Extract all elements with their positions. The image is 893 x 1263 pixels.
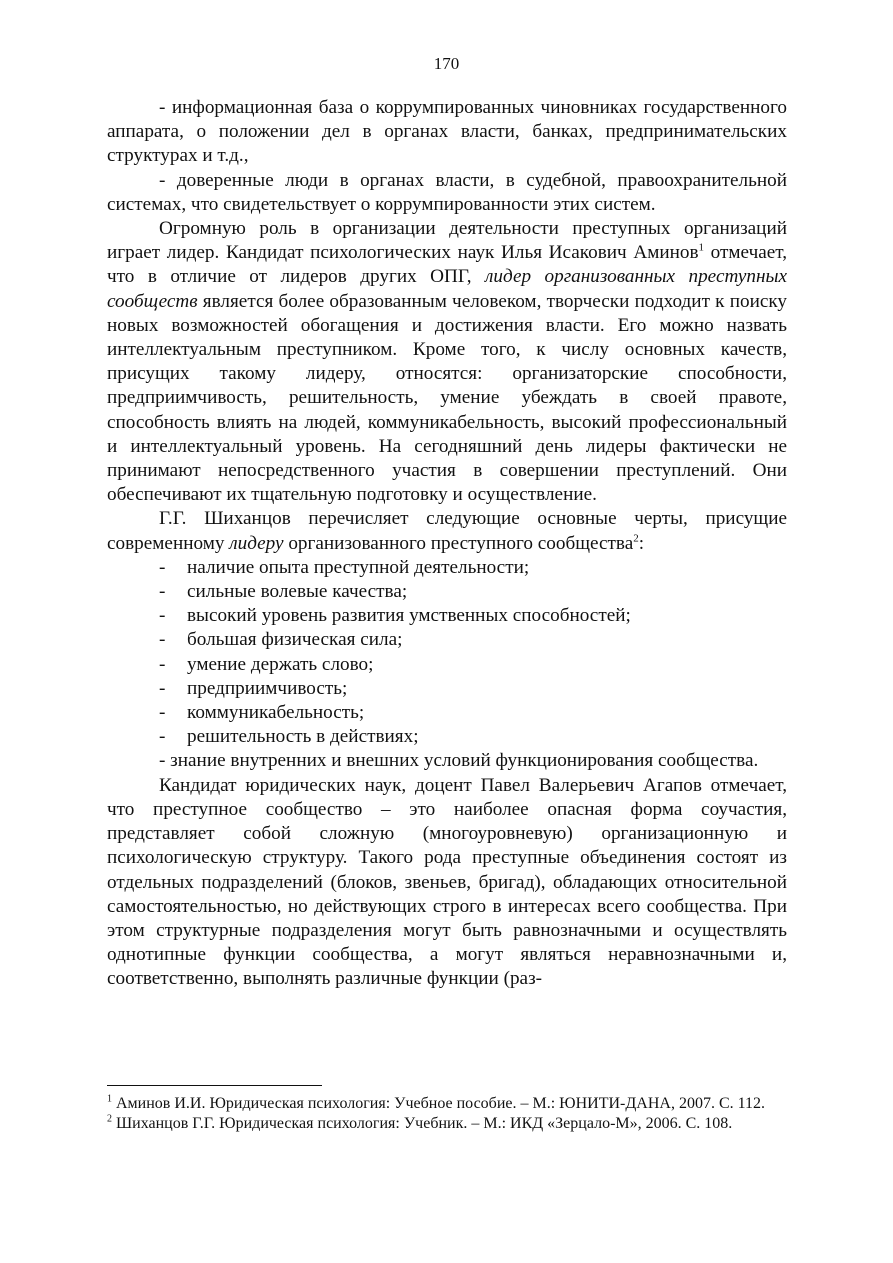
- trait-text: наличие опыта преступной деятельности;: [187, 556, 530, 578]
- bullet-item: - доверенные люди в органах власти, в судебной, правоохранительной системах, что свидетельствует о коррумпированности этих систем.: [107, 169, 787, 215]
- footnote-text: Аминов И.И. Юридическая психология: Учебное пособие. – М.: ЮНИТИ-ДАНА, 2007. С. 112.: [112, 1095, 766, 1112]
- paragraph-text: Г.Г. Шиханцов перечисляет следующие основные черты, присущие современному: [107, 508, 787, 554]
- main-text: [107, 96, 787, 992]
- trait-item: [107, 628, 787, 652]
- italic-text: лидер организованных преступных сообществ: [107, 266, 787, 312]
- dash: -: [159, 629, 166, 651]
- footnote-1: [107, 1094, 787, 1114]
- paragraph-agapov: Кандидат юридических наук, доцент Павел Валерьевич Агапов отмечает, что преступное сообщество – это наиболее опасная форма соучастия, представляет собой сложную (многоуровневую) организационную и психологическую структуру. Такого рода преступные объединения состоят из отдельных подразделений (блоков, звеньев, бригад), обладающих относительной самостоятельностью, но действующих строго в интересах всего сообщества. При этом структурные подразделения могут быть равнозначными и осуществлять однотипные функции сообщества, а могут являться неравнозначными и, соответственно, выполнять различные функции (раз-: [107, 774, 787, 990]
- trait-item: [107, 580, 787, 604]
- trait-text: решительность в действиях;: [187, 726, 419, 748]
- footnote-text: Шиханцов Г.Г. Юридическая психология: Учебник. – М.: ИКД «Зерцало-М», 2006. С. 108.: [112, 1115, 733, 1132]
- dash: -: [159, 556, 166, 578]
- paragraph-text: Огромную роль в организации деятельности преступных организаций играет лидер. Кандидат психологических наук Илья Исакович Аминов: [107, 218, 787, 264]
- paragraph-shikhantsov: [107, 507, 787, 555]
- trait-item: [107, 725, 787, 749]
- footnote-divider: [107, 1085, 322, 1086]
- trait-text: предприимчивость;: [187, 677, 348, 699]
- page-number: 170: [433, 54, 460, 73]
- trait-text: сильные волевые качества;: [187, 581, 408, 603]
- dash: -: [159, 677, 166, 699]
- dash: -: [159, 653, 166, 675]
- trait-item: [107, 701, 787, 725]
- trait-text: коммуникабельность;: [187, 702, 365, 724]
- dash: -: [159, 726, 166, 748]
- trait-item: - знание внутренних и внешних условий функционирования сообщества.: [159, 750, 759, 772]
- trait-item: [107, 604, 787, 628]
- trait-text: умение держать слово;: [187, 653, 374, 675]
- footnote-ref-1[interactable]: 1: [698, 241, 705, 254]
- footnote-mark: 1: [107, 1093, 112, 1105]
- trait-item: [107, 677, 787, 701]
- paragraph-text: :: [638, 532, 645, 554]
- italic-text: лидеру: [229, 532, 284, 554]
- footnote-2: [107, 1114, 787, 1134]
- footnotes: [107, 1094, 787, 1134]
- paragraph-leader: [107, 217, 787, 507]
- paragraph-text: является более образованным человеком, творчески подходит к поиску новых возможностей обогащения и достижения власти. Его можно назвать интеллектуальным преступником. Кроме того, к числу основных качеств, присущих такому лидеру, относятся: организаторские способности, предприимчивость, решительность, умение убеждать в своей правоте, способность влиять на людей, коммуникабельность, высокий профессиональный и интеллектуальный уровень. На сегодняшний день лидеры фактически не принимают непосредственного участия в совершении преступлений. Они обеспечивают их тщательную подготовку и осуществление.: [107, 290, 787, 506]
- footnote-ref-2[interactable]: 2: [633, 532, 639, 545]
- bullet-item: - информационная база о коррумпированных чиновниках государственного аппарата, о положении дел в органах власти, банках, предпринимательских структурах и т.д.,: [107, 97, 787, 167]
- paragraph-text: отмечает, что в отличие от лидеров других ОПГ,: [107, 242, 788, 288]
- trait-text: большая физическая сила;: [187, 629, 403, 651]
- trait-text: высокий уровень развития умственных способностей;: [187, 605, 631, 627]
- trait-item: [107, 653, 787, 677]
- dash: -: [159, 605, 166, 627]
- footnote-mark: 2: [107, 1113, 112, 1125]
- dash: -: [159, 702, 166, 724]
- trait-item: [107, 556, 787, 580]
- paragraph-text: организованного преступного сообщества: [283, 532, 634, 554]
- dash: -: [159, 581, 166, 603]
